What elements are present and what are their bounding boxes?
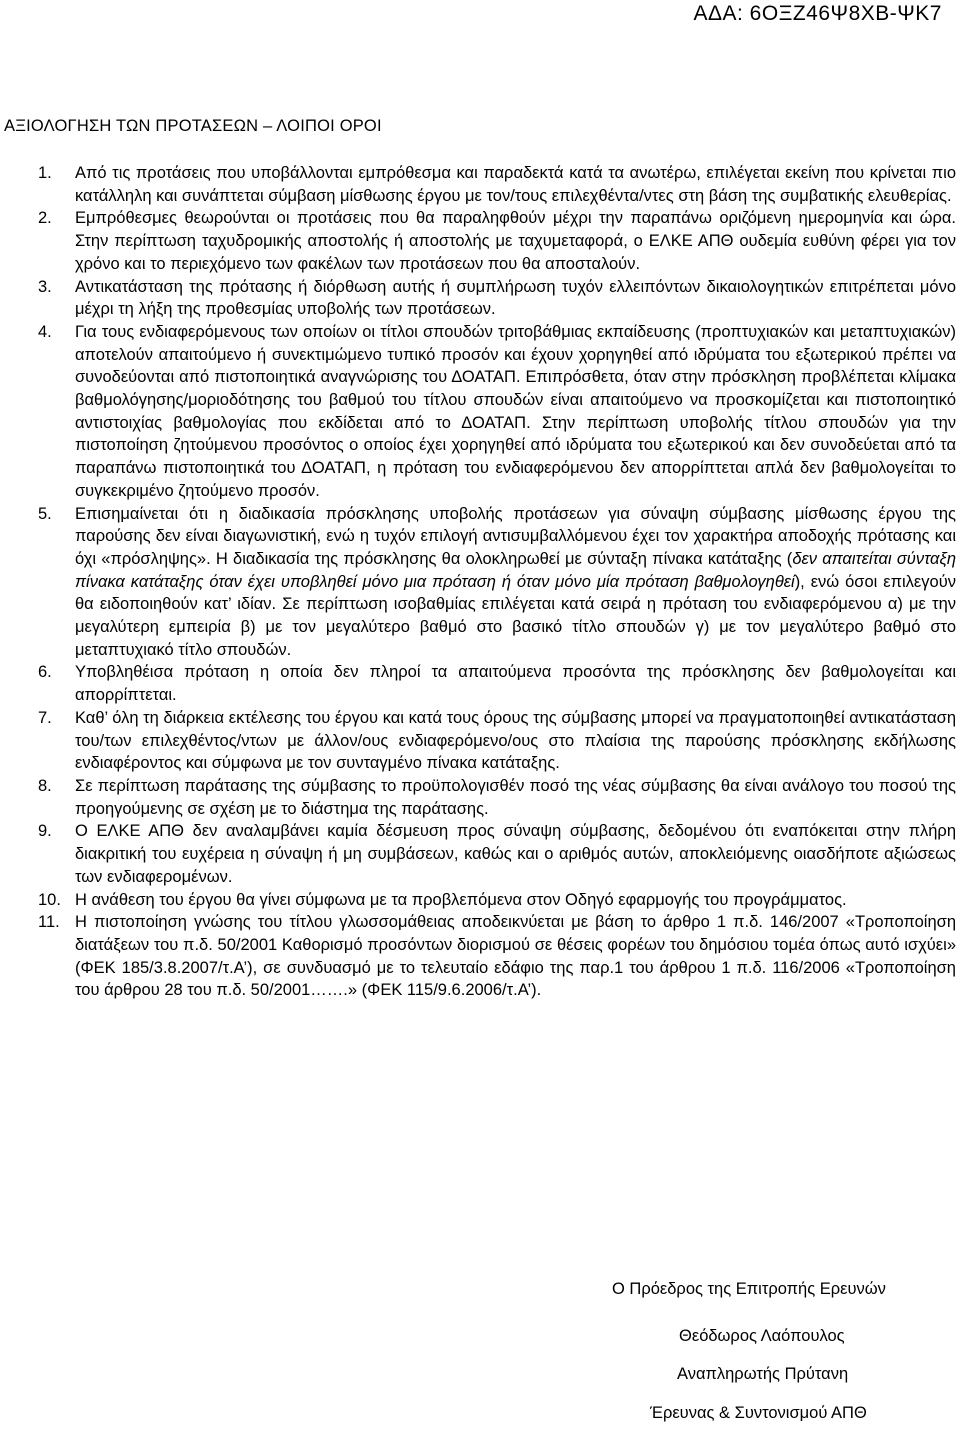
item-number: 1. (38, 164, 52, 182)
item-text: Καθ’ όλη τη διάρκεια εκτέλεσης του έργου και κατά τους όρους της σύμβασης μπορεί να πραγματοποιηθεί αντικατάσταση του/των επιλεχθέντος/ντων με άλλον/ους ενδιαφερόμενο/ους στο πλαίσια της παρούσης πρόσκλησης εκδήλωσης ενδιαφέροντος και σύμφωνα με τον συνταγμένο πίνακα κατάταξης. (75, 708, 956, 773)
signature-role: Αναπληρωτής Πρύτανη (677, 1365, 849, 1383)
item-text: ), ενώ όσοι επιλεγούν θα ειδοποιηθούν κατ’ ιδίαν. Σε περίπτωση ισοβαθμίας επιλέγεται κατά σειρά η πρόταση του ενδιαφερόμενου α) με την μεγαλύτερη εμπειρία β) με τον μεγαλύτερο βαθμό στο βασικό τίτλο σπουδών γ) με τον μεγαλύτερο βαθμό στο μεταπτυχιακό τίτλο σπουδών. (75, 572, 956, 659)
list-item (0, 321, 960, 503)
item-text: Για τους ενδιαφερόμενους των οποίων οι τίτλοι σπουδών τριτοβάθμιας εκπαίδευσης (προπτυχιακών και μεταπτυχιακών) αποτελούν απαιτούμενο ή συνεκτιμώμενο τυπικό προσόν και έχουν χορηγηθεί από ιδρύματα του εξωτερικού πρέπει να συνοδεύονται από πιστοποιητικά αναγνώρισης του ΔΟΑΤΑΠ. Επιπρόσθετα, όταν στην πρόσκληση προβλέπεται κλίμακα βαθμολόγησης/μοριοδότησης του βαθμού του τίτλου σπουδών είναι απαιτούμενο να προσκομίζεται και πιστοποιητικό αντιστοιχίας βαθμολογίας που εκδίδεται από το ΔΟΑΤΑΠ. Στην περίπτωση υποβολής τίτλου σπουδών για την πιστοποίηση ζητούμενου προσόντος ο οποίος έχει χορηγηθεί από ιδρύματα του εξωτερικού και δεν συνοδεύεται από τα παραπάνω πιστοποιητικά του ΔΟΑΤΑΠ, η πρόταση του ενδιαφερόμενου δεν απορρίπτεται απλά δεν βαθμολογείται το συγκεκριμένο ζητούμενο προσόν. (75, 322, 956, 500)
item-text: Σε περίπτωση παράτασης της σύμβασης το προϋπολογισθέν ποσό της νέας σύμβασης θα είναι ανάλογο του ποσού της προηγούμενης σε σχέση με το διάστημα της παράτασης. (75, 776, 956, 818)
list-item (0, 775, 960, 820)
item-text-italic: δεν απαιτείται σύνταξη πίνακα κατάταξης όταν έχει υποβληθεί μόνο μια πρόταση ή όταν μόνο μία πρόταση βαθμολογηθεί (75, 549, 956, 591)
signature-unit: Έρευνας & Συντονισμού ΑΠΘ (650, 1404, 867, 1422)
item-number: 4. (38, 322, 52, 341)
item-number: 6. (38, 663, 52, 682)
list-item (0, 911, 960, 1002)
item-number: 8. (38, 776, 52, 795)
list-item (0, 276, 960, 321)
signature-name: Θεόδωρος Λαόπουλος (679, 1327, 845, 1345)
item-number: 2. (38, 209, 52, 228)
list-item (0, 503, 960, 662)
item-number: 9. (38, 822, 52, 841)
list-item (0, 889, 960, 912)
item-number: 7. (38, 708, 52, 727)
ada-code: ΑΔΑ: 6ΟΞΖ46Ψ8ΧΒ-ΨΚ7 (693, 2, 942, 25)
item-text: Αντικατάσταση της πρότασης ή διόρθωση αυτής ή συμπλήρωση τυχόν ελλειπόντων δικαιολογητικών επιτρέπεται μόνο μέχρι τη λήξη της προθεσμίας υποβολής των προτάσεων. (75, 277, 956, 319)
list-item (0, 820, 960, 888)
list-item (0, 661, 960, 706)
list-item (0, 162, 960, 207)
list-item (0, 207, 960, 275)
item-number: 3. (38, 277, 52, 296)
item-text: Η ανάθεση του έργου θα γίνει σύμφωνα με τα προβλεπόμενα στον Οδηγό εφαρμογής του προγράμματος. (75, 890, 847, 909)
list-item (0, 707, 960, 775)
item-text: Υποβληθέισα πρόταση η οποία δεν πληροί τα απαιτούμενα προσόντα της πρόσκλησης δεν βαθμολογείται και απορρίπτεται. (75, 663, 956, 705)
item-text: Η πιστοποίηση γνώσης του τίτλου γλωσσομάθειας αποδεικνύεται με βάση το άρθρο 1 π.δ. 146/2007 «Τροποποίηση διατάξεων του π.δ. 50/2001 Καθορισμό προσόντων διορισμού σε θέσεις φορέων του δημόσιου τομέα όπως αυτό ισχύει» (ΦΕΚ 185/3.8.2007/τ.Α’), σε συνδυασμό με το τελευταίο εδάφιο της παρ.1 του άρθρου 1 π.δ. 116/2006 «Τροποποίηση του άρθρου 28 του π.δ. 50/2001…….» (ΦΕΚ 115/9.6.2006/τ.Α’). (75, 913, 956, 1000)
terms-list (0, 162, 960, 1002)
section-title: ΑΞΙΟΛΟΓΗΣΗ ΤΩΝ ΠΡΟΤΑΣΕΩΝ – ΛΟΙΠΟΙ ΟΡΟΙ (4, 117, 382, 135)
item-text: Ο ΕΛΚΕ ΑΠΘ δεν αναλαμβάνει καμία δέσμευση προς σύναψη σύμβασης, δεδομένου ότι εναπόκειται στην πλήρη διακριτική του ευχέρεια η σύναψη ή μη συμβάσεων, καθώς και ο αριθμός αυτών, αποκλειόμενης οιασδήποτε αξιώσεως των ενδιαφερομένων. (75, 822, 956, 886)
item-number: 10. (38, 890, 61, 909)
item-text: Από τις προτάσεις που υποβάλλονται εμπρόθεσμα και παραδεκτά κατά τα ανωτέρω, επιλέγεται εκείνη που κρίνεται πιο κατάλληλη και συνάπτεται σύμβαση μίσθωσης έργου με τον/τους επιλεχθέντα/ντες στη βάση της συμβατικής ελευθερίας. (75, 164, 956, 205)
item-text: Επισημαίνεται ότι η διαδικασία πρόσκλησης υποβολής προτάσεων για σύναψη σύμβασης μίσθωσης έργου της παρούσης δεν είναι διαγωνιστική, ενώ η τυχόν επιλογή αντισυμβαλλόμενου έχει τον χαρακτήρα αποδοχής πρότασης και όχι «πρόσληψης». Η διαδικασία της πρόσκλησης θα ολοκληρωθεί με σύνταξη πίνακα κατάταξης ( (75, 504, 956, 568)
item-text: Εμπρόθεσμες θεωρούνται οι προτάσεις που θα παραληφθούν μέχρι την παραπάνω οριζόμενη ημερομηνία και ώρα. Στην περίπτωση ταχυδρομικής αποστολής ή αποστολής με ταχυμεταφορά, ο ΕΛΚΕ ΑΠΘ ουδεμία ευθύνη φέρει για τον χρόνο και το περιεχόμενο των φακέλων των προτάσεων που θα αποσταλούν. (75, 209, 956, 273)
signature-title: Ο Πρόεδρος της Επιτροπής Ερευνών (612, 1280, 886, 1298)
item-number: 11. (38, 913, 60, 932)
item-number: 5. (38, 504, 52, 523)
